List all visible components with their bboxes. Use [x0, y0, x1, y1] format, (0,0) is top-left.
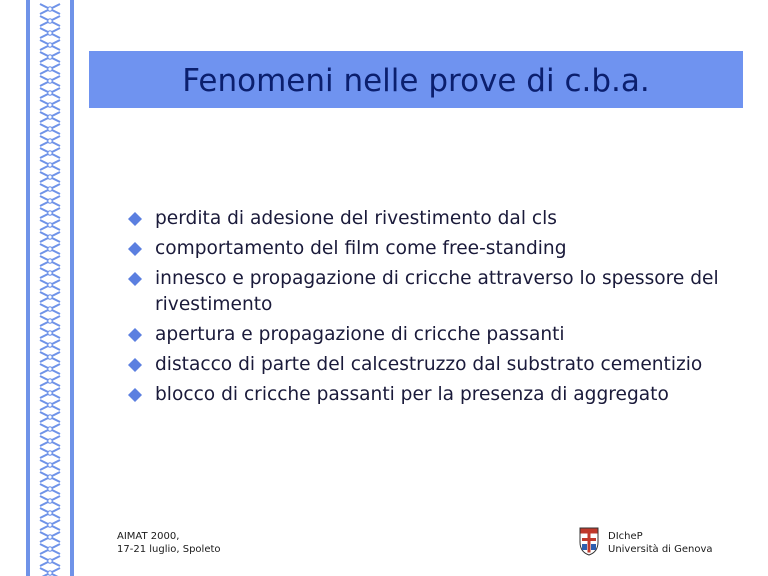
- decorative-border: [26, 0, 74, 576]
- footer-department: DIcheP: [608, 531, 643, 542]
- bullet-list: [128, 206, 738, 412]
- diamond-bullet-icon: [128, 388, 142, 402]
- footer-institution: [608, 530, 713, 556]
- bullet-text: apertura e propagazione di cricche passanti: [155, 324, 565, 345]
- university-crest-icon: [578, 526, 600, 556]
- bullet-item: [128, 322, 738, 348]
- diamond-bullet-icon: [128, 328, 142, 342]
- diamond-bullet-icon: [128, 212, 142, 226]
- bullet-text: innesco e propagazione di cricche attraverso lo spessore del rivestimento: [155, 268, 719, 315]
- footer-university: Università di Genova: [608, 544, 713, 555]
- border-line-left: [26, 0, 30, 576]
- footer-conference: [117, 530, 221, 556]
- footer-conference-name: AIMAT 2000,: [117, 531, 180, 542]
- chain-pattern-icon: [36, 0, 64, 576]
- bullet-text: perdita di adesione del rivestimento dal cls: [155, 208, 557, 229]
- diamond-bullet-icon: [128, 242, 142, 256]
- title-bar: [89, 51, 743, 108]
- diamond-bullet-icon: [128, 272, 142, 286]
- bullet-item: [128, 236, 738, 262]
- bullet-item: [128, 266, 738, 318]
- bullet-item: [128, 352, 738, 378]
- bullet-text: distacco di parte del calcestruzzo dal substrato cementizio: [155, 354, 703, 375]
- slide-title: Fenomeni nelle prove di c.b.a.: [182, 62, 650, 99]
- diamond-bullet-icon: [128, 358, 142, 372]
- border-line-right: [70, 0, 74, 576]
- bullet-text: blocco di cricche passanti per la presenza di aggregato: [155, 384, 669, 405]
- bullet-item: [128, 382, 738, 408]
- bullet-item: [128, 206, 738, 232]
- footer-conference-date: 17-21 luglio, Spoleto: [117, 544, 221, 555]
- bullet-text: comportamento del film come free-standing: [155, 238, 567, 259]
